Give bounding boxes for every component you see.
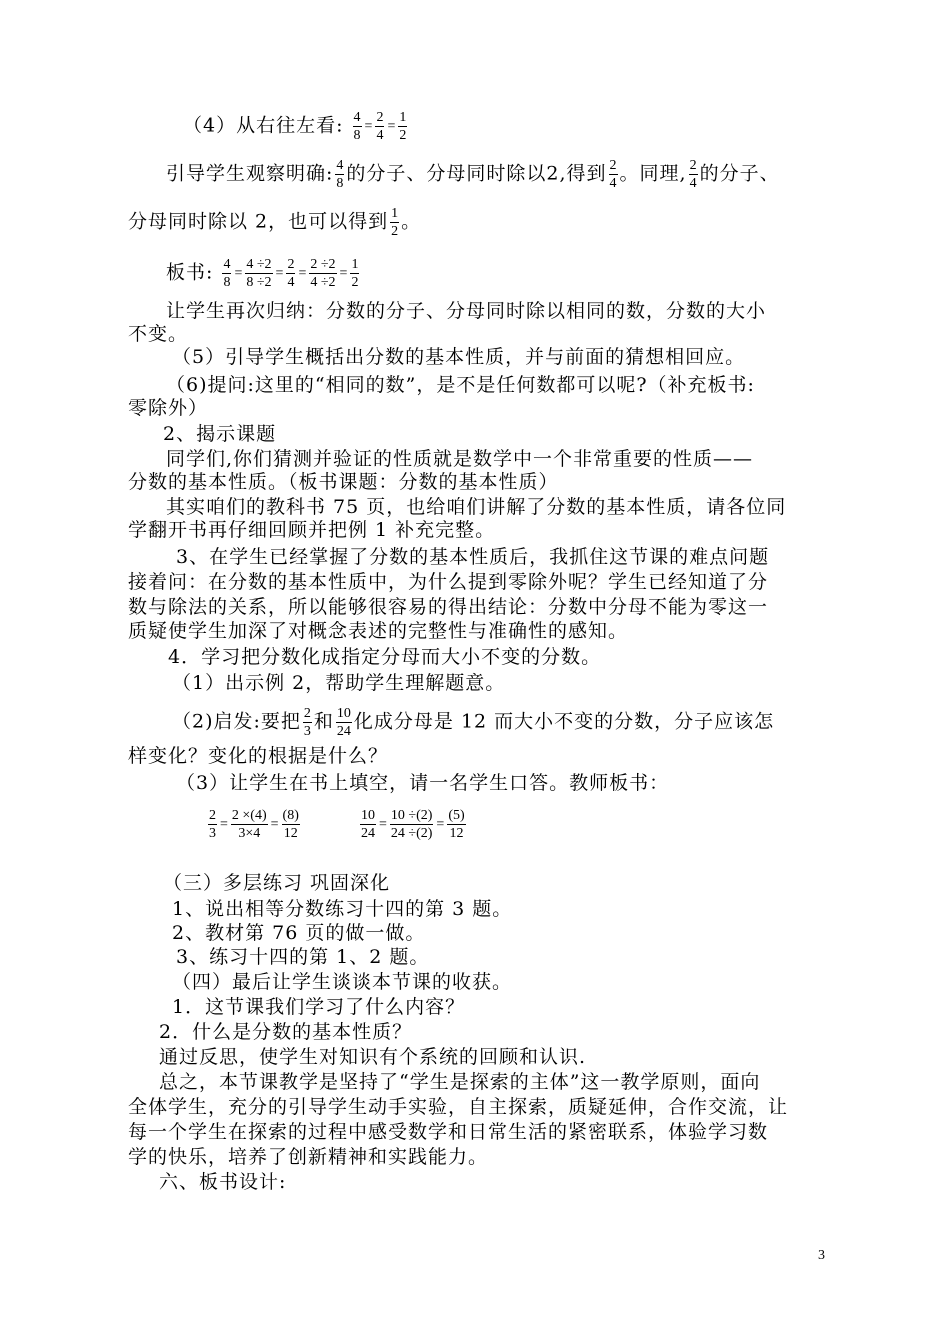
fraction: $\frac{4}{8}$	[336, 158, 344, 191]
list-item: 3、练习十四的第 1、2 题。	[176, 946, 430, 968]
paragraph-line: 学的快乐，培养了创新精神和实践能力。	[128, 1146, 489, 1168]
fraction: $\frac{(8)}{12}$	[282, 808, 299, 841]
fraction: $\frac{2}{4}$	[689, 158, 697, 191]
board-line: 板书: $\frac{4}{8}$ = $\frac{4 \div 2}{8 \div 2}$ = $\frac{2}{4}$ = $\frac{2 \div 2}{4 \div 2}$ = $\frac{1}{2}$	[166, 257, 359, 290]
fraction: $\frac{4}{8}$	[353, 110, 361, 143]
fraction: $\frac{2}{3}$	[303, 706, 311, 739]
list-item: 2、教材第 76 页的做一做。	[172, 922, 426, 944]
paragraph-line: 样变化？变化的根据是什么？	[128, 745, 389, 767]
paragraph-line: 让学生再次归纳：分数的分子、分母同时除以相同的数，分数的大小	[166, 300, 767, 322]
list-item: 1．这节课我们学习了什么内容？	[172, 996, 466, 1018]
fraction: $\frac{2}{4}$	[376, 110, 384, 143]
observe-line-2: 分母同时除以 2，也可以得到 $\frac{1}{2}$ 。	[128, 206, 422, 239]
equals-sign: =	[387, 118, 396, 134]
paragraph-line: 全体学生，充分的引导学生动手实验，自主探索，质疑延伸，合作交流，让	[128, 1096, 789, 1118]
fraction: $\frac{2 \div 2}{4 \div 2}$	[310, 257, 336, 290]
fraction: $\frac{2 \times(4)}{3\times 4}$	[231, 808, 267, 841]
fraction: $\frac{4}{8}$	[223, 257, 231, 290]
paragraph-line: （3）让学生在书上填空，请一名学生口答。教师板书：	[176, 772, 670, 794]
paragraph-line: 数与除法的关系，所以能够很容易的得出结论：分数中分母不能为零这一	[128, 596, 769, 618]
paragraph-line: 零除外）	[128, 397, 209, 419]
paragraph-line: （5）引导学生概括出分数的基本性质，并与前面的猜想相回应。	[172, 346, 746, 368]
paragraph-line: 分数的基本性质。（板书课题：分数的基本性质）	[128, 471, 559, 493]
fraction: $\frac{10 \div(2)}{24 \div(2)}$	[390, 808, 433, 841]
equals-sign: =	[234, 265, 243, 281]
paragraph-line: 总之，本节课教学是坚持了“学生是探索的主体”这一教学原则，面向	[159, 1071, 761, 1093]
paragraph-line: 不变。	[128, 323, 189, 345]
equals-sign: =	[270, 816, 279, 832]
equals-sign: =	[298, 265, 307, 281]
paragraph-line: 质疑使学生加深了对概念表述的完整性与准确性的感知。	[128, 620, 629, 642]
fraction: $\frac{10}{24}$	[361, 808, 375, 841]
paragraph-line: （6)提问:这里的“相同的数”，是不是任何数都可以呢?（补充板书:	[166, 374, 755, 396]
paragraph-line: 学翻开书再仔细回顾并把例 1 补充完整。	[128, 519, 496, 541]
fill-equation-1	[206, 808, 302, 841]
paragraph-line: 通过反思，使学生对知识有个系统的回顾和认识.	[159, 1046, 587, 1068]
equals-sign: =	[275, 265, 284, 281]
fraction: $\frac{1}{2}$	[399, 110, 407, 143]
section-heading: 4．学习把分数化成指定分母而大小不变的分数。	[168, 646, 602, 668]
equals-sign: =	[436, 816, 445, 832]
fraction: $\frac{(5)}{12}$	[448, 808, 465, 841]
paragraph-line: 接着问：在分数的基本性质中，为什么提到零除外呢？学生已经知道了分	[128, 571, 769, 593]
fraction: $\frac{2}{4}$	[287, 257, 295, 290]
equals-sign: =	[379, 816, 387, 832]
paragraph-line: 3、在学生已经掌握了分数的基本性质后，我抓住这节课的难点问题	[176, 546, 770, 568]
paragraph-line: 每一个学生在探索的过程中感受数学和日常生活的紧密联系，体验学习数	[128, 1121, 769, 1143]
section-heading: 2、揭示课题	[163, 423, 277, 445]
equals-sign: =	[364, 118, 373, 134]
example2-line: （2)启发:要把 $\frac{2}{3}$ 和 $\frac{10}{24}$ 化成分母是 12 而大小不变的分数，分子应该怎	[172, 706, 775, 739]
observe-line-1: 引导学生观察明确: $\frac{4}{8}$ 的分子、分母同时除以2,得到 $\frac{2}{4}$ 。同理, $\frac{2}{4}$ 的分子、	[166, 158, 780, 191]
paragraph-line: （1）出示例 2，帮助学生理解题意。	[172, 672, 506, 694]
list-item: 1、说出相等分数练习十四的第 3 题。	[172, 898, 513, 920]
section-heading: 六、板书设计:	[159, 1171, 287, 1193]
step4-label: （4）从右往左看:	[183, 114, 344, 137]
equals-sign: =	[339, 265, 348, 281]
fraction: $\frac{2}{3}$	[209, 808, 216, 841]
equals-sign: =	[220, 816, 228, 832]
page-number: 3	[818, 1248, 825, 1263]
section-heading: （三）多层练习 巩固深化	[163, 872, 391, 894]
fraction: $\frac{10}{24}$	[336, 706, 351, 739]
fill-equation-2	[358, 808, 468, 841]
fraction: $\frac{4 \div 2}{8 \div 2}$	[246, 257, 272, 290]
fraction: $\frac{1}{2}$	[351, 257, 359, 290]
fraction: $\frac{2}{4}$	[609, 158, 617, 191]
list-item: 2．什么是分数的基本性质？	[159, 1021, 413, 1043]
paragraph-line: 同学们,你们猜测并验证的性质就是数学中一个非常重要的性质——	[166, 448, 754, 470]
fraction: $\frac{1}{2}$	[391, 206, 399, 239]
section-heading: （四）最后让学生谈谈本节课的收获。	[172, 971, 513, 993]
paragraph-line: 其实咱们的教科书 75 页，也给咱们讲解了分数的基本性质，请各位同	[166, 496, 787, 518]
step4-line	[183, 110, 409, 143]
